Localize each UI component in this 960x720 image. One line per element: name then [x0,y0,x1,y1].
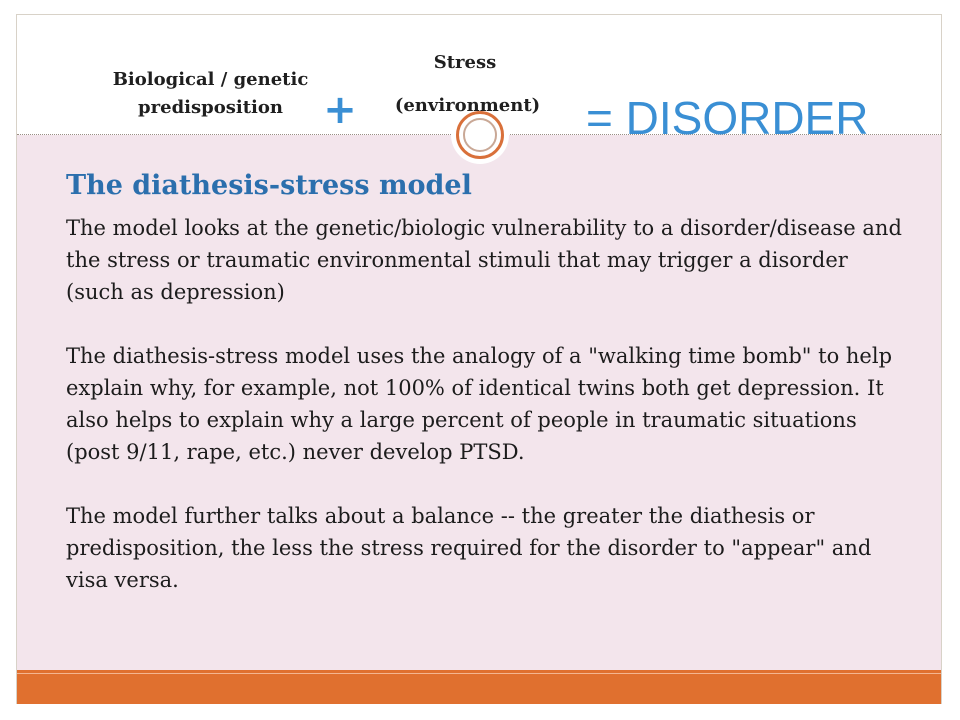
plus-symbol: + [323,87,357,133]
body-text [66,212,906,596]
footer-bar [17,670,941,704]
disorder-result: = DISORDER [586,92,869,144]
biological-label: Biological / genetic predisposition [112,69,309,118]
paragraph-model-overview: The model looks at the genetic/biologic vulnerability to a disorder/disease and the stress or traumatic environmental stimuli that may trigger a disorder (such as depression) [66,216,902,304]
paragraph-time-bomb-analogy: The diathesis-stress model uses the analogy of a "walking time bomb" to help explain why, for example, not 100% of identical twins both get depression. It also helps to explain why a large percent of people in traumatic situations (post 9/11, rape, etc.) never develop PTSD. [66,344,893,464]
paragraph-balance: The model further talks about a balance -- the greater the diathesis or predisposition, the less the stress required for the disorder to "appear" and visa versa. [66,504,872,592]
stress-label: Stress [433,52,497,73]
environment-label: (environment) [394,95,541,116]
page-title: The diathesis-stress model [66,170,472,201]
decorative-inner-ring-icon [463,118,497,152]
